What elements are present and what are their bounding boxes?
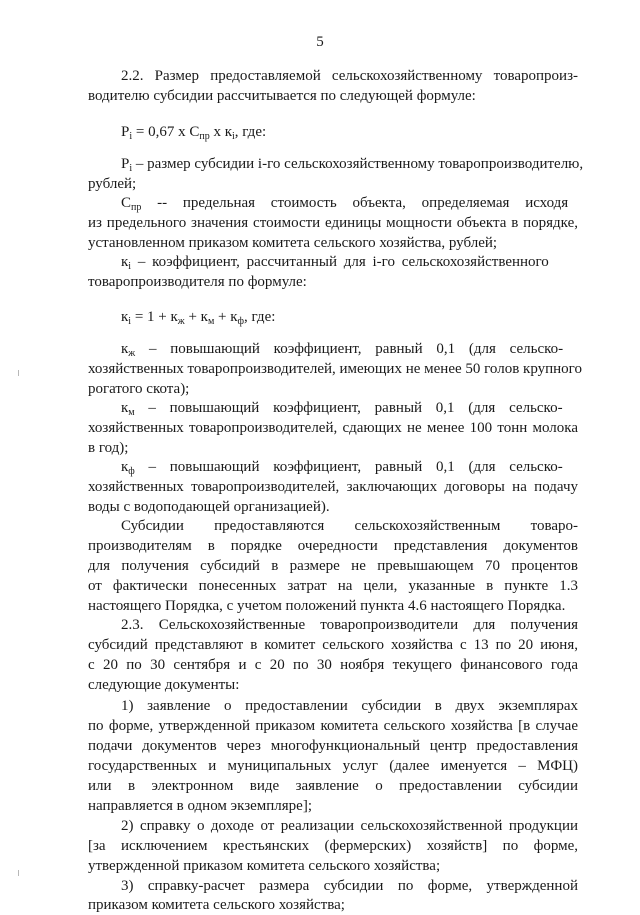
paragraph-2-2-line: водителю субсидии рассчитывается по следующей формуле: xyxy=(88,88,476,104)
paragraph-2-3-line: 2.3. Сельскохозяйственные товаропроизводители для получения xyxy=(121,617,578,633)
formula-subsidy: $P_i = 0,67$ х $С_{пр}$ х $к_i$, где: xyxy=(121,124,267,142)
definition-km: $к_м$ – повышающий коэффициент, равный 0,1 (для сельско- xyxy=(121,400,563,418)
definition-kf: $к_ф$ – повышающий коэффициент, равный 0,1 (для сельско- xyxy=(121,459,563,477)
item-3-line: 3) справку-расчет размера субсидии по форме, утвержденной xyxy=(121,878,578,894)
definition-km-line: хозяйственных товаропроизводителей, сдающих не менее 100 тонн молока xyxy=(88,420,578,436)
paragraph-2-3-line: следующие документы: xyxy=(88,677,240,693)
item-2-line: [за исключением крестьянских (фермерских) хозяйств] по форме, xyxy=(88,838,578,854)
definition-kf-line: воды с водоподающей организацией). xyxy=(88,499,330,515)
scan-artifact xyxy=(18,370,19,376)
item-2-line: 2) справку о доходе от реализации сельскохозяйственной продукции xyxy=(121,818,578,834)
item-1-line: направляется в одном экземпляре]; xyxy=(88,798,312,814)
definition-ki-line: товаропроизводителя по формуле: xyxy=(88,274,307,290)
formula-coefficient: $к_i = 1 + к_ж + к_м + к_ф$, где: xyxy=(121,309,276,327)
definition-cpr: $С_{пр}$ -- предельная стоимость объекта, определяемая исходя xyxy=(121,195,569,213)
definition-kzh: $к_ж$ – повышающий коэффициент, равный 0,1 (для сельско- xyxy=(121,341,564,359)
definition-km-line: в год); xyxy=(88,440,129,456)
page-number: 5 xyxy=(316,34,324,50)
subsidies-paragraph-line: настоящего Порядка, с учетом положений пункта 4.6 настоящего Порядка. xyxy=(88,598,566,614)
item-1-line: по форме, утвержденной приказом комитета сельского хозяйства [в случае xyxy=(88,718,578,734)
definition-cpr-line: из предельного значения стоимости единицы мощности объекта в порядке, xyxy=(88,215,578,231)
paragraph-2-3-line: субсидий представляют в комитет сельского хозяйства с 13 по 20 июня, xyxy=(88,637,578,653)
subsidies-paragraph-line: производителям в порядке очередности представления документов xyxy=(88,538,578,554)
subsidies-paragraph-line: для получения субсидий в размере не превышающем 70 процентов xyxy=(88,558,578,574)
item-3-line: приказом комитета сельского хозяйства; xyxy=(88,897,345,913)
paragraph-2-2-line: 2.2. Размер предоставляемой сельскохозяйственному товаропроиз- xyxy=(121,68,578,84)
item-1-line: подачи документов через многофункциональный центр предоставления xyxy=(88,738,578,754)
scan-artifact xyxy=(18,870,19,876)
subsidies-paragraph-line: Субсидии предоставляются сельскохозяйственным товаро- xyxy=(121,518,578,534)
definition-cpr-line: установленном приказом комитета сельского хозяйства, рублей; xyxy=(88,235,498,251)
definition-kzh-line: рогатого скота); xyxy=(88,381,190,397)
item-1-line: 1) заявление о предоставлении субсидии в двух экземплярах xyxy=(121,698,578,714)
item-1-line: государственных и муниципальных услуг (далее именуется – МФЦ) xyxy=(88,758,578,774)
definition-ki: $к_i$ – коэффициент, рассчитанный для i-го сельскохозяйственного xyxy=(121,254,549,272)
item-2-line: утвержденной приказом комитета сельского хозяйства; xyxy=(88,858,441,874)
definition-kf-line: хозяйственных товаропроизводителей, заключающих договоры на подачу xyxy=(88,479,578,495)
definition-kzh-line: хозяйственных товаропроизводителей, имеющих не менее 50 голов крупного xyxy=(88,361,582,377)
subsidies-paragraph-line: от фактически понесенных затрат на цели, указанные в пункте 1.3 xyxy=(88,578,578,594)
definition-pi-line: рублей; xyxy=(88,176,137,192)
definition-pi: $P_i$ – размер субсидии i-го сельскохозяйственному товаропроизводителю, xyxy=(121,156,584,174)
item-1-line: или в электронном виде заявление о предоставлении субсидии xyxy=(88,778,578,794)
paragraph-2-3-line: с 20 по 30 сентября и с 20 по 30 ноября текущего финансового года xyxy=(88,657,578,673)
